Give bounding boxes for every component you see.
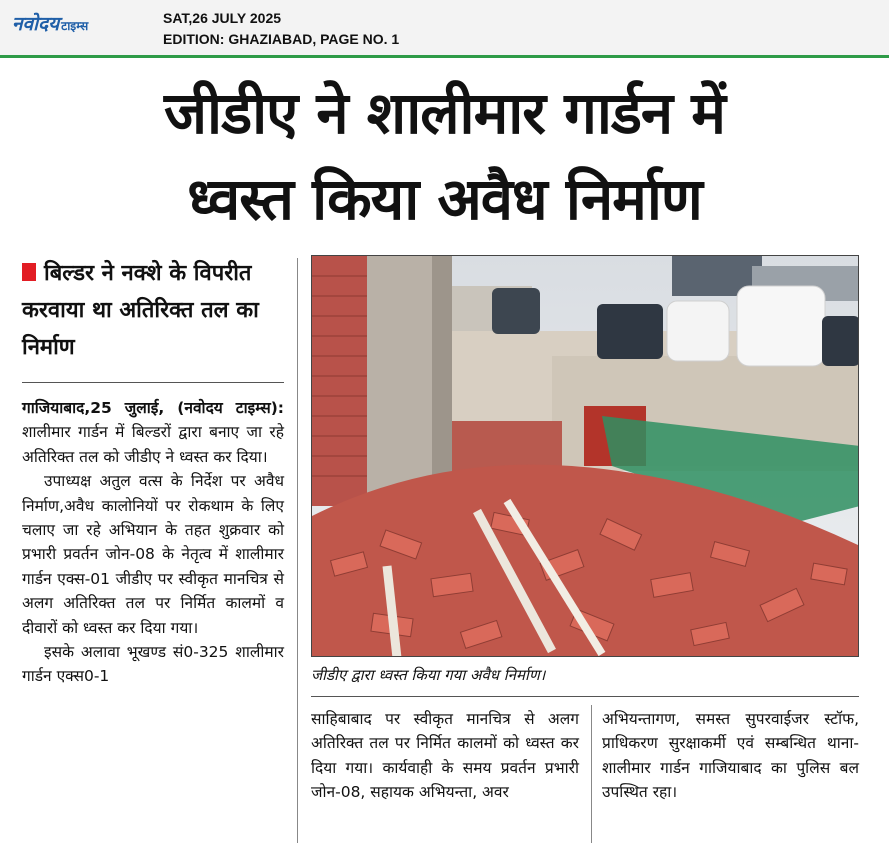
- paragraph-1-text: शालीमार गार्डन में बिल्डरों द्वारा बनाए जा रहे अतिरिक्त तल को जीडीए ने ध्वस्त कर दिया।: [22, 423, 284, 466]
- column-divider-left: [297, 258, 298, 843]
- newspaper-logo[interactable]: [12, 10, 88, 36]
- masthead-bar: [0, 0, 889, 58]
- water-tank: [822, 316, 859, 366]
- paragraph-1: [22, 396, 284, 469]
- red-bullet-icon: [22, 263, 36, 281]
- subhead-divider: [22, 382, 284, 383]
- photo-caption: जीडीए द्वारा ध्वस्त किया गया अवैध निर्माण।: [311, 666, 546, 684]
- water-tank: [492, 288, 540, 334]
- paragraph-2: उपाध्यक्ष अतुल वत्स के निर्देश पर अवैध निर्माण,अवैध कालोनियों पर रोकथाम के लिए चलाए जा रहे अभियान के तहत शुक्रवार को प्रभारी प्रवर्तन जोन-08 के नेतृत्व में शालीमार गार्डन एक्स-01 जीडीए पर स्वीकृत मानचित्र से अलग अतिरिक्त तल पर निर्मित कालमों व दीवारों को ध्वस्त कर दिया गया।: [22, 472, 284, 637]
- article-headline: [0, 70, 889, 242]
- water-tank: [737, 286, 825, 366]
- news-photo[interactable]: [311, 255, 859, 657]
- dateline: गाजियाबाद,25 जुलाई, (नवोदय टाइम्स):: [22, 399, 284, 417]
- article-subhead: [22, 255, 292, 366]
- headline-line-2: ध्वस्त किया अवैध निर्माण: [187, 165, 702, 233]
- publish-date: SAT,26 JULY 2025: [163, 10, 282, 26]
- column-divider: [591, 705, 592, 843]
- paragraph-3: इसके अलावा भूखण्ड सं0-325 शालीमार गार्डन एक्स0-1: [22, 643, 284, 686]
- demolition-photo-illustration: [312, 256, 859, 657]
- edition-info: [163, 8, 399, 50]
- article-column-3: अभियन्तागण, समस्त सुपरवाईजर स्टॉफ, प्राधिकरण सुरक्षाकर्मी एवं सम्बन्धित थाना-शालीमार गार्डन गाजियाबाद का पुलिस बल उपस्थित रहा।: [602, 710, 859, 802]
- article-column-2: साहिबाबाद पर स्वीकृत मानचित्र से अलग अतिरिक्त तल पर निर्मित कालमों को ध्वस्त कर दिया गया। कार्यवाही के समय प्रवर्तन प्रभारी जोन-08, सहायक अभियन्ता, अवर: [311, 710, 579, 802]
- water-tank: [667, 301, 729, 361]
- water-tank: [597, 304, 663, 359]
- article-column-1: [22, 396, 284, 689]
- subhead-text: बिल्डर ने नक्शे के विपरीत करवाया था अतिरिक्त तल का निर्माण: [22, 261, 259, 360]
- logo-main-text: नवोदय: [12, 13, 60, 35]
- logo-sub-text: टाइम्स: [61, 19, 89, 33]
- edition-page: EDITION: GHAZIABAD, PAGE NO. 1: [163, 31, 400, 47]
- headline-line-1: जीडीए ने शालीमार गार्डन में: [164, 79, 725, 147]
- caption-divider: [311, 696, 859, 697]
